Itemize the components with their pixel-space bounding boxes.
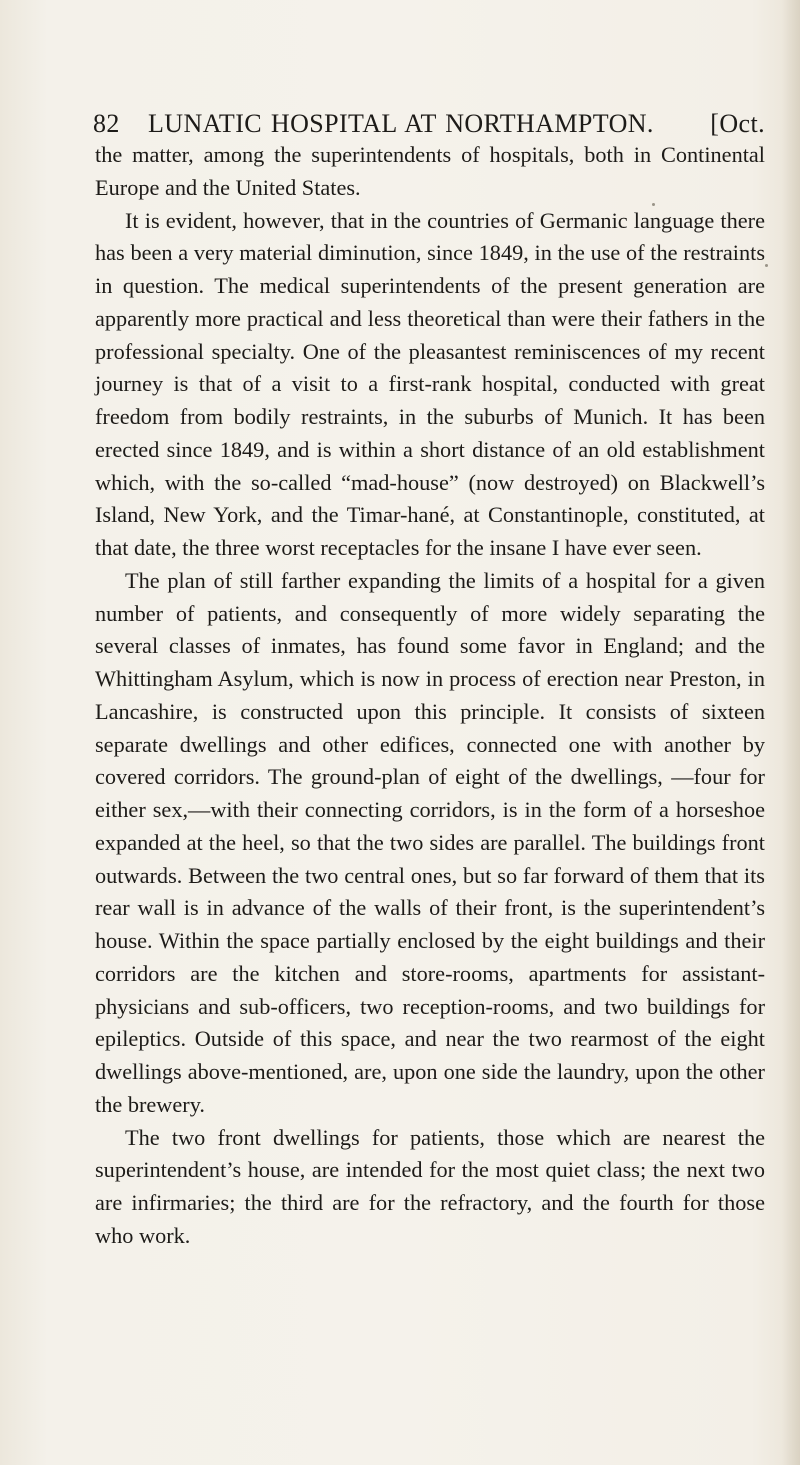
page-number: 82: [93, 109, 120, 138]
body-text: [95, 139, 765, 1253]
paragraph-germanic-restraints: It is evident, however, that in the countries of Germanic language there has been a very material diminution, since 1849, in the use of the restraints in question. The medical superintendents of the present generation are apparently more practical and less theoretical than were their fathers in the professional specialty. One of the pleasantest reminiscences of my recent journey is that of a visit to a first-rank hospital, conducted with great freedom from bodily restraints, in the suburbs of Munich. It has been erected since 1849, and is within a short distance of an old establishment which, with the so-called “mad-house” (now destroyed) on Blackwell’s Island, New York, and the Timar-hané, at Constantinople, constituted, at that date, the three worst receptacles for the insane I have ever seen.: [95, 207, 765, 560]
page-edge-shadow: [782, 0, 800, 1465]
paper-speck: [652, 203, 655, 206]
paragraph-front-dwellings: The two front dwellings for patients, those which are nearest the superintendent’s house, are intended for the most quiet class; the next two are infirmaries; the third are for the refractory, and the fourth for those who work.: [95, 1124, 765, 1248]
running-title: LUNATIC HOSPITAL AT NORTHAMPTON.: [148, 109, 654, 138]
paper-speck: [765, 264, 768, 267]
running-head: [93, 104, 765, 144]
running-date: [Oct.: [710, 109, 765, 138]
paragraph-continued: the matter, among the superintendents of hospitals, both in Continental Europe and the United States.: [95, 142, 765, 200]
paragraph-whittingham-asylum: The plan of still farther expanding the limits of a hospital for a given number of patients, and consequently of more widely separating the several classes of inmates, has found some favor in England; and the Whittingham Asylum, which is now in process of erection near Preston, in Lancashire, is constructed upon this principle. It consists of sixteen separate dwellings and other edifices, connected one with another by covered corridors. The ground-plan of eight of the dwellings, —four for either sex,—with their connecting corridors, is in the form of a horseshoe expanded at the heel, so that the two sides are parallel. The buildings front outwards. Between the two central ones, but so far forward of them that its rear wall is in advance of the walls of their front, is the superintendent’s house. Within the space partially enclosed by the eight buildings and their corridors are the kitchen and store-rooms, apartments for assistant-physicians and sub-officers, two reception-rooms, and two buildings for epileptics. Outside of this space, and near the two rearmost of the eight dwellings above-mentioned, are, upon one side the laundry, upon the other the brewery.: [95, 567, 765, 1117]
